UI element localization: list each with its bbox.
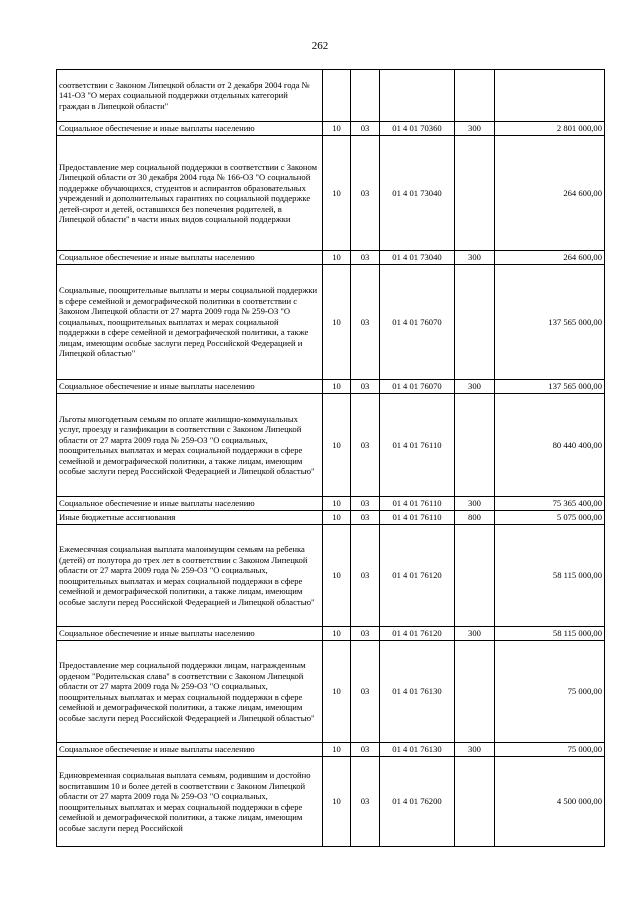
expense-type-cell: 300	[455, 627, 495, 641]
item-name-cell: Единовременная социальная выплата семьям, родившим и достойно воспитавшим 10 и более детей в соответствии с Законом Липецкой области от 27 марта 2009 года № 259-ОЗ "О социальных, поощрительных выплатах и мерах социальной поддержки в сфере семейной и демографической политики, а также лицам, имеющим особые заслуги перед Российской	[57, 757, 323, 847]
subsection-cell: 03	[351, 136, 380, 251]
target-article-cell: 01 4 01 76110	[380, 394, 455, 497]
table-row	[57, 743, 605, 757]
sum-cell: 137 565 000,00	[495, 380, 605, 394]
item-name-cell: Социальное обеспечение и иные выплаты населению	[57, 251, 323, 265]
table-row	[57, 525, 605, 627]
subsection-cell: 03	[351, 251, 380, 265]
table-row	[57, 627, 605, 641]
target-article-cell: 01 4 01 76070	[380, 265, 455, 380]
section-cell: 10	[323, 497, 351, 511]
item-name-cell: Социальное обеспечение и иные выплаты населению	[57, 743, 323, 757]
section-cell: 10	[323, 380, 351, 394]
sum-cell: 5 075 000,00	[495, 511, 605, 525]
expense-type-cell: 300	[455, 251, 495, 265]
subsection-cell: 03	[351, 525, 380, 627]
section-cell	[323, 70, 351, 122]
section-cell: 10	[323, 122, 351, 136]
section-cell: 10	[323, 511, 351, 525]
target-article-cell: 01 4 01 76130	[380, 743, 455, 757]
sum-cell: 75 000,00	[495, 641, 605, 743]
expense-type-cell	[455, 136, 495, 251]
section-cell: 10	[323, 265, 351, 380]
item-name-cell: Ежемесячная социальная выплата малоимущим семьям на ребенка (детей) от полутора до трех лет в соответствии с Законом Липецкой области от 27 марта 2009 года № 259-ОЗ "О социальных, поощрительных выплатах и мерах социальной поддержки в сфере семейной и демографической политики, а также лицам, имеющим особые заслуги перед Российской Федерацией и Липецкой областью"	[57, 525, 323, 627]
sum-cell: 75 365 400,00	[495, 497, 605, 511]
sum-cell: 4 500 000,00	[495, 757, 605, 847]
section-cell: 10	[323, 394, 351, 497]
table-row	[57, 641, 605, 743]
target-article-cell: 01 4 01 76120	[380, 525, 455, 627]
target-article-cell: 01 4 01 73040	[380, 251, 455, 265]
sum-cell: 137 565 000,00	[495, 265, 605, 380]
section-cell: 10	[323, 251, 351, 265]
section-cell: 10	[323, 743, 351, 757]
sum-cell: 264 600,00	[495, 251, 605, 265]
target-article-cell: 01 4 01 76130	[380, 641, 455, 743]
expense-type-cell	[455, 525, 495, 627]
table-row	[57, 497, 605, 511]
section-cell: 10	[323, 525, 351, 627]
target-article-cell: 01 4 01 76070	[380, 380, 455, 394]
budget-table	[56, 69, 605, 847]
subsection-cell: 03	[351, 265, 380, 380]
section-cell: 10	[323, 627, 351, 641]
subsection-cell: 03	[351, 497, 380, 511]
item-name-cell: Социальное обеспечение и иные выплаты населению	[57, 122, 323, 136]
sum-cell: 58 115 000,00	[495, 627, 605, 641]
sum-cell: 2 801 000,00	[495, 122, 605, 136]
table-row	[57, 70, 605, 122]
item-name-cell: Социальные, поощрительные выплаты и меры социальной поддержки в сфере семейной и демографической политики в соответствии с Законом Липецкой области от 27 марта 2009 года № 259-ОЗ "О социальных, поощрительных выплатах и мерах социальной поддержки в сфере семейной и демографической политики, а также лицам, имеющим особые заслуги перед Российской Федерацией и Липецкой областью"	[57, 265, 323, 380]
target-article-cell	[380, 70, 455, 122]
sum-cell	[495, 70, 605, 122]
item-name-cell: Социальное обеспечение и иные выплаты населению	[57, 497, 323, 511]
subsection-cell: 03	[351, 627, 380, 641]
expense-type-cell	[455, 641, 495, 743]
target-article-cell: 01 4 01 76110	[380, 511, 455, 525]
item-name-cell: Льготы многодетным семьям по оплате жилищно-коммунальных услуг, проезду и газификации в соответствии с Законом Липецкой области от 27 марта 2009 года № 259-ОЗ "О социальных, поощрительных выплатах и мерах социальной поддержки в сфере семейной и демографической политики, а также лицам, имеющим особые заслуги перед Российской Федерацией и Липецкой областью"	[57, 394, 323, 497]
item-name-cell: Иные бюджетные ассигнования	[57, 511, 323, 525]
section-cell: 10	[323, 757, 351, 847]
expense-type-cell: 300	[455, 497, 495, 511]
section-cell: 10	[323, 136, 351, 251]
item-name-cell: Предоставление мер социальной поддержки лицам, награжденным орденом "Родительская слава" в соответствии с Законом Липецкой области от 27 марта 2009 года № 259-ОЗ "О социальных, поощрительных выплатах и мерах социальной поддержки в сфере семейной и демографической политики, а также лицам, имеющим особые заслуги перед Российской Федерацией и Липецкой областью"	[57, 641, 323, 743]
subsection-cell: 03	[351, 511, 380, 525]
item-name-cell: Социальное обеспечение и иные выплаты населению	[57, 380, 323, 394]
target-article-cell: 01 4 01 73040	[380, 136, 455, 251]
item-name-cell: Социальное обеспечение и иные выплаты населению	[57, 627, 323, 641]
table-row	[57, 394, 605, 497]
target-article-cell: 01 4 01 76110	[380, 497, 455, 511]
sum-cell: 80 440 400,00	[495, 394, 605, 497]
sum-cell: 264 600,00	[495, 136, 605, 251]
expense-type-cell	[455, 265, 495, 380]
subsection-cell	[351, 70, 380, 122]
subsection-cell: 03	[351, 743, 380, 757]
subsection-cell: 03	[351, 394, 380, 497]
expense-type-cell: 300	[455, 380, 495, 394]
table-row	[57, 511, 605, 525]
subsection-cell: 03	[351, 641, 380, 743]
expense-type-cell	[455, 757, 495, 847]
expense-type-cell	[455, 70, 495, 122]
target-article-cell: 01 4 01 70360	[380, 122, 455, 136]
sum-cell: 75 000,00	[495, 743, 605, 757]
item-name-cell: соответствии с Законом Липецкой области от 2 декабря 2004 года № 141-ОЗ "О мерах социальной поддержки отдельных категорий граждан в Липецкой области"	[57, 70, 323, 122]
table-row	[57, 757, 605, 847]
table-row	[57, 251, 605, 265]
target-article-cell: 01 4 01 76200	[380, 757, 455, 847]
sum-cell: 58 115 000,00	[495, 525, 605, 627]
target-article-cell: 01 4 01 76120	[380, 627, 455, 641]
table-row	[57, 136, 605, 251]
table-row	[57, 265, 605, 380]
subsection-cell: 03	[351, 380, 380, 394]
expense-type-cell	[455, 394, 495, 497]
section-cell: 10	[323, 641, 351, 743]
page-number: 262	[311, 40, 329, 52]
expense-type-cell: 800	[455, 511, 495, 525]
subsection-cell: 03	[351, 122, 380, 136]
table-row	[57, 122, 605, 136]
subsection-cell: 03	[351, 757, 380, 847]
expense-type-cell: 300	[455, 122, 495, 136]
item-name-cell: Предоставление мер социальной поддержки в соответствии с Законом Липецкой области от 30 декабря 2004 года № 166-ОЗ "О социальной поддержке обучающихся, студентов и аспирантов образовательных учреждений и дополнительных гарантиях по социальной поддержке детей-сирот и детей, оставшихся без попечения родителей, в Липецкой области" в части иных видов социальной поддержки	[57, 136, 323, 251]
table-row	[57, 380, 605, 394]
expense-type-cell: 300	[455, 743, 495, 757]
